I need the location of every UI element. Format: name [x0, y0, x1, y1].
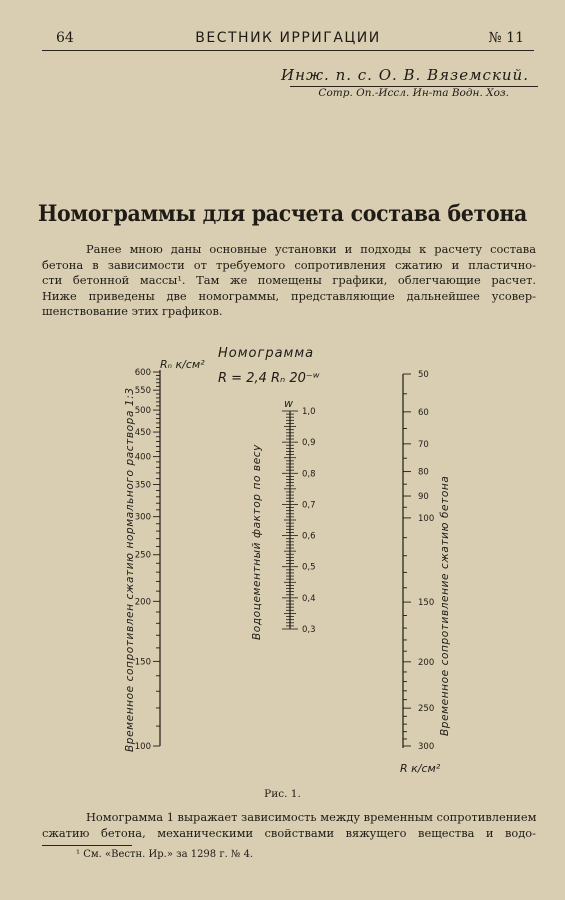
middle-tick-label: 0,6: [302, 531, 316, 542]
body-line: Номограмма 1 выражает зависимость между временным сопротивлением: [86, 810, 536, 824]
body-line: сжатию бетона, механическими свойствами вяжущего вещества и водо-: [42, 825, 536, 840]
nomogram-heading: Номограмма: [218, 346, 315, 361]
left-scale-label: Временное сопротивлен сжатию нормального раствора 1:3: [124, 387, 136, 752]
middle-scale-label: Водоцементный фактор по весу: [251, 444, 263, 640]
left-tick-label: 200: [134, 597, 151, 608]
left-scale-unit: Rₙ к/см²: [160, 358, 205, 371]
figure-caption: Рис. 1.: [264, 788, 301, 800]
middle-tick-label: 0,4: [302, 593, 316, 604]
right-scale-ticks: [403, 370, 434, 752]
middle-tick-label: 1,0: [302, 407, 316, 417]
running-head: [42, 28, 534, 51]
left-tick-label: 350: [134, 480, 151, 491]
right-tick-label: 90: [418, 492, 429, 503]
intro-line: Ниже приведены две номограммы, представляющие дальнейшее усовер-: [42, 288, 536, 303]
page-number: 64: [56, 30, 74, 46]
left-tick-label: 550: [134, 386, 151, 397]
middle-tick-label: 0,3: [302, 625, 316, 635]
middle-tick-label: 0,8: [302, 469, 316, 480]
article-title: Номограммы для расчета состава бетона: [37, 201, 528, 227]
right-tick-label: 60: [418, 407, 429, 418]
left-tick-label: 600: [134, 368, 151, 378]
left-tick-label: 450: [134, 428, 151, 439]
middle-scale-unit: w: [284, 397, 293, 410]
intro-paragraph: [42, 242, 536, 320]
right-tick-label: 50: [418, 370, 429, 380]
author-affiliation: Сотр. Оп.-Исcл. Ин-та Водн. Хоз.: [318, 87, 509, 99]
right-scale-unit: R к/см²: [400, 762, 441, 775]
middle-tick-label: 0,5: [302, 562, 316, 573]
middle-tick-label: 0,7: [302, 500, 316, 511]
right-tick-label: 70: [418, 439, 429, 450]
right-tick-label: 150: [418, 598, 435, 609]
footnote: ¹ См. «Вестн. Ир.» за 1298 г. № 4.: [76, 849, 254, 860]
left-tick-label: 500: [134, 406, 151, 417]
left-tick-label: 300: [134, 512, 151, 523]
left-tick-label: 100: [134, 742, 151, 752]
intro-line: шенствование этих графиков.: [42, 304, 223, 318]
left-scale-ticks: [135, 368, 160, 752]
right-tick-label: 250: [418, 704, 435, 715]
journal-title: ВЕСТНИК ИРРИГАЦИИ: [195, 30, 381, 46]
middle-tick-label: 0,9: [302, 438, 316, 449]
middle-scale-ticks: [282, 407, 316, 635]
left-tick-label: 150: [134, 657, 151, 668]
issue-number: № 11: [488, 30, 524, 46]
left-tick-label: 400: [134, 452, 151, 463]
nomogram-formula: R = 2,4 Rₙ 20⁻ʷ: [218, 371, 320, 386]
intro-line: сти бетонной массы¹. Там же помещены графики, облегчающие расчет.: [42, 273, 536, 287]
left-tick-label: 250: [134, 550, 151, 561]
right-tick-label: 300: [418, 742, 435, 752]
nomogram-figure: [0, 340, 565, 780]
author-name: Инж. п. с. О. В. Вяземский.: [281, 66, 529, 84]
right-tick-label: 200: [418, 657, 435, 668]
right-tick-label: 100: [418, 513, 435, 524]
intro-line: Ранее мною даны основные установки и подходы к расчету состава: [86, 242, 536, 256]
footnote-rule: [42, 845, 132, 846]
body-paragraph: [42, 810, 536, 841]
intro-line: бетона в зависимости от требуемого сопротивления сжатию и пластично-: [42, 257, 536, 272]
right-scale-label: Временное сопротивление сжатию бетона: [439, 475, 451, 736]
right-tick-label: 80: [418, 467, 429, 478]
